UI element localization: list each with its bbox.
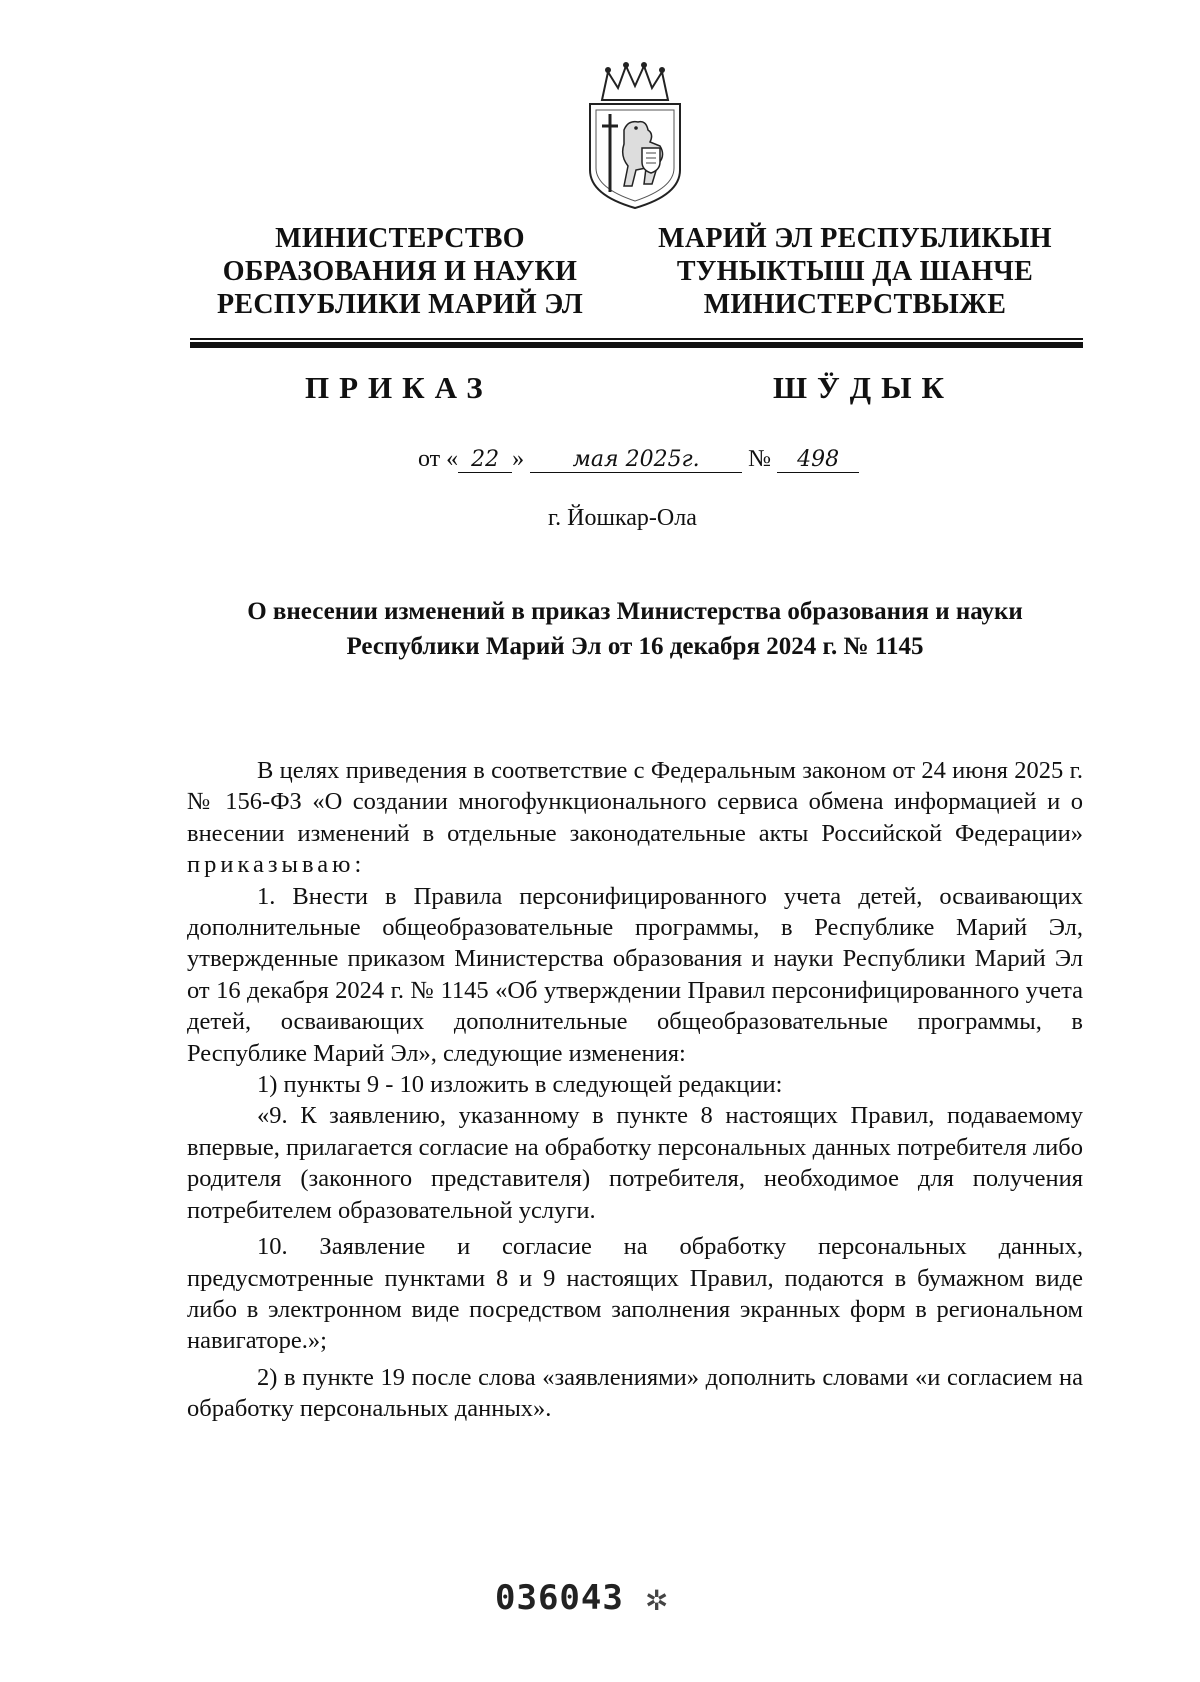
preamble-text: В целях приведения в соответствие с Федеральным законом от 24 июня 2025 г. № 156-ФЗ «О создании многофункционального сервиса обмена информацией и о внесении изменений в отдельные законодательные акты Российской Федерации» [187,757,1083,847]
form-serial-number: 036043 [495,1578,624,1618]
ministry-name-mari [645,222,1065,321]
handwritten-day: 22 [458,448,512,473]
number-label: № [748,446,772,472]
body-paragraph: 1. Внести в Правила персонифицированного учета детей, осваивающих дополнительные общеобразовательные программы, в Республике Марий Эл, утвержденные приказом Министерства образования и науки Республики Марий Эл от 16 декабря 2024 г. № 1145 «Об утверждении Правил персонифицированного учета детей, осваивающих дополнительные общеобразовательные программы, в Республике Марий Эл», следующие изменения: [187,882,1083,1067]
order-title-russian: ПРИКАЗ [305,370,493,405]
handwritten-month-year: мая 2025г. [530,448,742,473]
city-name: г. Йошкар-Ола [548,505,697,531]
body-paragraph [187,755,1083,881]
ministry-name-line: РЕСПУБЛИКИ МАРИЙ ЭЛ [217,289,583,320]
date-prefix: от « [418,446,459,472]
order-body [187,755,1083,1425]
ministry-name-line: МАРИЙ ЭЛ РЕСПУБЛИКЫН [658,223,1052,254]
body-paragraph: 2) в пункте 19 после слова «заявлениями» дополнить словами «и согласием на обработку персональных данных». [187,1363,1083,1423]
ministry-name-line: МИНИСТЕРСТВЫЖЕ [703,289,1007,320]
serial-mark-icon: ✲ [645,1584,669,1617]
order-directive: приказываю: [187,851,366,879]
order-subject-title: О внесении изменений в приказ Министерства образования и науки Республики Марий Эл от 16 декабря 2024 г. № 1145 [247,598,1023,660]
body-paragraph: «9. К заявлению, указанному в пункте 8 настоящих Правил, подаваемому впервые, прилагается согласие на обработку персональных данных потребителя либо родителя (законного представителя) потребителя, необходимое для получения потребителем образовательной услуги. [187,1102,1083,1224]
header-divider-thin [190,338,1083,340]
ministry-name-russian [190,222,610,321]
ministry-name-line: ТУНЫКТЫШ ДА ШАНЧЕ [676,256,1034,287]
order-date-line [418,446,859,473]
ministry-name-line: ОБРАЗОВАНИЯ И НАУКИ [222,256,578,287]
body-paragraph: 1) пункты 9 - 10 изложить в следующей редакции: [257,1071,783,1099]
date-close-quote: » [512,446,525,472]
order-title-mari: ШӰДЫК [773,370,955,405]
header-divider-thick [190,342,1083,348]
body-paragraph: 10. Заявление и согласие на обработку персональных данных, предусмотренные пунктами 8 и 9 настоящих Правил, подаются в бумажном виде либо в электронном виде посредством заполнения экранных форм в региональном навигаторе.»; [187,1233,1083,1355]
ministry-name-line: МИНИСТЕРСТВО [275,223,525,254]
coat-of-arms-emblem [580,60,690,210]
handwritten-order-number: 498 [777,448,859,473]
